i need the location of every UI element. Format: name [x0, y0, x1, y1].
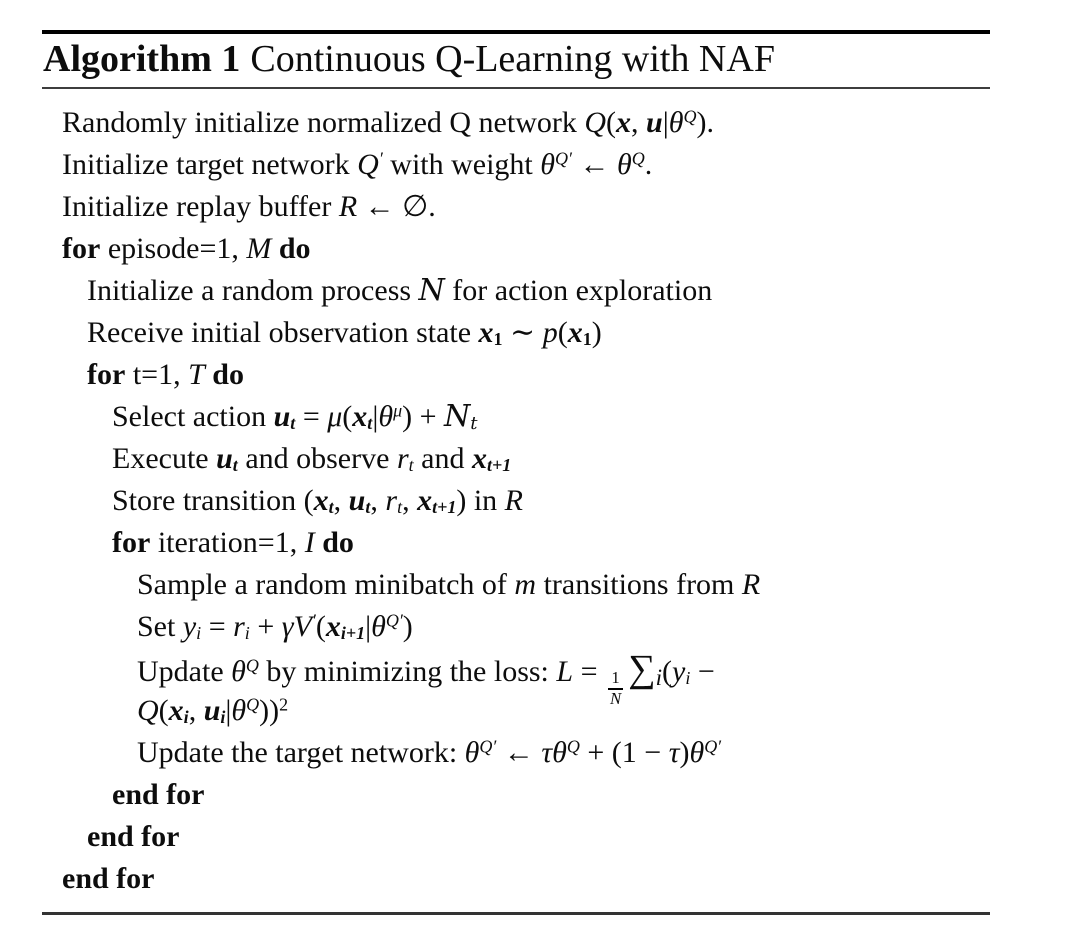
text-segment: with weight [382, 148, 541, 182]
text-segment: $x_{t+1}$ [417, 484, 457, 518]
text-segment: Update [137, 655, 232, 689]
text-segment: ∼ [502, 316, 543, 350]
text-segment: Receive initial observation state [87, 316, 479, 350]
text-segment: − [690, 655, 715, 689]
text-segment: $x_1$ [567, 316, 592, 350]
text-segment: $\theta^Q$ [668, 106, 697, 140]
text-segment: = [295, 400, 328, 434]
superscript: Q [245, 655, 259, 676]
text-segment: μ [327, 400, 343, 434]
keyword: do [212, 358, 244, 392]
keyword: for [112, 526, 151, 560]
superscript: Q′ [555, 148, 572, 169]
algorithm-header [42, 34, 990, 87]
algorithm-line [42, 438, 990, 480]
text-segment: ( [342, 400, 353, 434]
algorithm-line [42, 648, 990, 709]
text-segment: $u_t$ [216, 442, 238, 476]
text-segment: $r_t$ [385, 484, 403, 518]
algorithm-line [42, 228, 990, 270]
text-segment: $x_{i+1}$ [325, 610, 366, 644]
algorithm-line [42, 186, 990, 228]
algorithm-line [42, 816, 990, 858]
superscript: Q′ [479, 736, 497, 757]
subscript: t [470, 413, 478, 435]
keyword: end for [112, 778, 205, 812]
superscript: Q [566, 736, 580, 757]
text-segment: ( [557, 316, 568, 350]
subscript: i+1 [340, 623, 366, 644]
text-segment: ( [303, 484, 314, 518]
summation-symbol: $\sum_i$ [628, 648, 662, 691]
subscript: t [328, 497, 334, 518]
text-segment: $\theta^Q$ [552, 736, 580, 770]
text-segment: , [370, 484, 386, 518]
text-segment: ) [402, 610, 413, 644]
text-segment: | [225, 694, 232, 728]
text-segment: M [246, 232, 272, 266]
text-segment: | [372, 400, 379, 434]
subscript: i [196, 623, 202, 644]
text-segment: p [542, 316, 558, 350]
text-segment: ) [679, 736, 690, 770]
text-segment: γ [281, 610, 294, 644]
text-segment: Initialize replay buffer [62, 190, 339, 224]
algorithm-line [42, 774, 990, 816]
algorithm-line [42, 354, 990, 396]
text-segment: | [365, 610, 372, 644]
text-segment: $u_t$ [348, 484, 371, 518]
text-segment: Select action [112, 400, 274, 434]
text-segment: τ [541, 736, 553, 770]
text-segment: x [616, 106, 632, 140]
keyword: do [322, 526, 354, 560]
text-segment: $\theta^\mu$ [378, 400, 403, 434]
subscript: i [655, 664, 662, 691]
text-segment: ← [571, 148, 617, 182]
text-segment: $x_{t+1}$ [471, 442, 512, 476]
text-segment: V′ [293, 610, 316, 644]
keyword: do [278, 232, 311, 266]
subscript: i [220, 707, 226, 728]
fraction-numerator: 1 [608, 669, 622, 690]
text-segment: for action exploration [444, 274, 713, 308]
superscript: ′ [311, 610, 316, 631]
subscript: t [408, 455, 414, 476]
script-letter: N [418, 273, 445, 309]
text-segment: Randomly initialize normalized Q network [62, 106, 585, 140]
text-segment: ) [591, 316, 602, 350]
text-segment: . [644, 148, 653, 182]
text-segment: τ [668, 736, 680, 770]
text-segment: iteration=1, [150, 526, 305, 560]
subscript: t+1 [432, 497, 457, 518]
algorithm-line [42, 144, 990, 186]
algorithm-title: Continuous Q-Learning with NAF [250, 38, 775, 80]
text-segment: Update the target network: [137, 736, 465, 770]
text-segment: episode=1, [100, 232, 247, 266]
algorithm-bottom-rule [42, 912, 990, 915]
text-segment [271, 232, 279, 265]
text-segment: ). [696, 106, 714, 140]
text-segment: Set [137, 610, 183, 644]
fraction-denominator: N [610, 689, 622, 709]
keyword: for [62, 232, 101, 266]
text-segment: transitions from [536, 568, 742, 602]
text-segment: ← [496, 736, 542, 770]
text-segment: Q′ [357, 148, 383, 182]
text-segment: u [646, 106, 663, 140]
subscript: i [244, 623, 250, 644]
text-segment: ))$^2$ [259, 694, 289, 728]
text-segment: L [556, 655, 574, 689]
subscript: t [367, 413, 373, 434]
subscript: i [183, 707, 189, 728]
text-segment: ( [606, 106, 617, 140]
subscript: t [290, 413, 296, 434]
text-segment: $\theta^{Q'}$ [689, 736, 722, 770]
text-segment: Q [137, 694, 159, 728]
text-segment: and observe [237, 442, 397, 476]
algorithm-block [42, 30, 990, 915]
text-segment: $y_i$ [671, 655, 691, 689]
text-segment: ) + [402, 400, 445, 434]
algorithm-line [42, 690, 990, 732]
superscript: Q′ [385, 610, 403, 631]
algorithm-line [42, 732, 990, 774]
text-segment: by minimizing the loss: [258, 655, 557, 689]
text-segment: $y_i$ [182, 610, 202, 644]
script-letter: $N_t$ [444, 399, 478, 435]
text-segment: , [188, 694, 204, 728]
text-segment: $x_t$ [352, 400, 373, 434]
text-segment: | [662, 106, 669, 140]
text-segment: $x_i$ [168, 694, 189, 728]
text-segment: ( [315, 610, 326, 644]
text-segment: $x_1$ [478, 316, 503, 350]
text-segment: $r_t$ [396, 442, 414, 476]
superscript: Q [246, 694, 260, 715]
subscript: t [397, 497, 403, 518]
subscript: i [685, 668, 691, 689]
text-segment: ( [661, 655, 672, 689]
text-segment: Store transition [112, 484, 304, 518]
text-segment: R [741, 568, 761, 602]
subscript: 1 [493, 329, 503, 350]
text-segment: $u_i$ [203, 694, 226, 728]
algorithm-line [42, 480, 990, 522]
algorithm-line [42, 396, 990, 438]
algorithm-line [42, 312, 990, 354]
subscript: 1 [582, 329, 592, 350]
text-segment: m [514, 568, 537, 602]
text-segment: $r_i$ [233, 610, 250, 644]
superscript: Q [631, 148, 645, 169]
text-segment: Q [584, 106, 607, 140]
fraction [607, 669, 624, 709]
superscript: Q [683, 106, 697, 127]
subscript: t [232, 455, 238, 476]
keyword: end for [87, 820, 180, 854]
text-segment: + [249, 610, 282, 644]
text-segment: and [413, 442, 472, 476]
text-segment: Execute [112, 442, 217, 476]
text-segment: , [631, 106, 647, 140]
text-segment: I [304, 526, 315, 560]
algorithm-line [42, 606, 990, 648]
keyword: for [87, 358, 126, 392]
algorithm-line [42, 858, 990, 900]
text-segment: $x_t$ [313, 484, 334, 518]
subscript: t [365, 497, 371, 518]
algorithm-body [42, 89, 990, 912]
text-segment: ) in [456, 484, 505, 518]
text-segment: Initialize target network [62, 148, 358, 182]
text-segment: + (1 − [579, 736, 669, 770]
text-segment: $\theta^{Q'}$ [371, 610, 403, 644]
text-segment: $u_t$ [273, 400, 296, 434]
algorithm-label: Algorithm 1 [43, 38, 241, 80]
algorithm-line [42, 270, 990, 312]
text-segment: ( [158, 694, 169, 728]
text-segment: $\theta^Q$ [616, 148, 645, 182]
text-segment: $\theta^Q$ [231, 694, 260, 728]
text-segment: t=1, [125, 358, 189, 392]
text-segment: = [201, 610, 234, 644]
superscript: Q′ [704, 736, 722, 757]
text-segment: ← ∅. [357, 190, 436, 224]
algorithm-line [42, 564, 990, 606]
superscript: ′ [378, 148, 383, 169]
text-segment: $\theta^{Q'}$ [540, 148, 572, 182]
algorithm-line [42, 522, 990, 564]
text-segment: $\theta^Q$ [231, 655, 259, 689]
text-segment: = [573, 655, 605, 689]
text-segment: R [504, 484, 523, 518]
subscript: t+1 [486, 455, 512, 476]
text-segment: $\theta^{Q'}$ [464, 736, 497, 770]
text-segment: R [338, 190, 358, 224]
text-segment: , [402, 484, 418, 518]
text-segment: , [333, 484, 349, 518]
algorithm-line [42, 102, 990, 144]
superscript: μ [393, 400, 403, 421]
superscript: 2 [279, 694, 289, 715]
text-segment: Sample a random minibatch of [137, 568, 515, 602]
text-segment: T [188, 358, 205, 392]
keyword: end for [62, 862, 155, 896]
text-segment: Initialize a random process [87, 274, 419, 308]
